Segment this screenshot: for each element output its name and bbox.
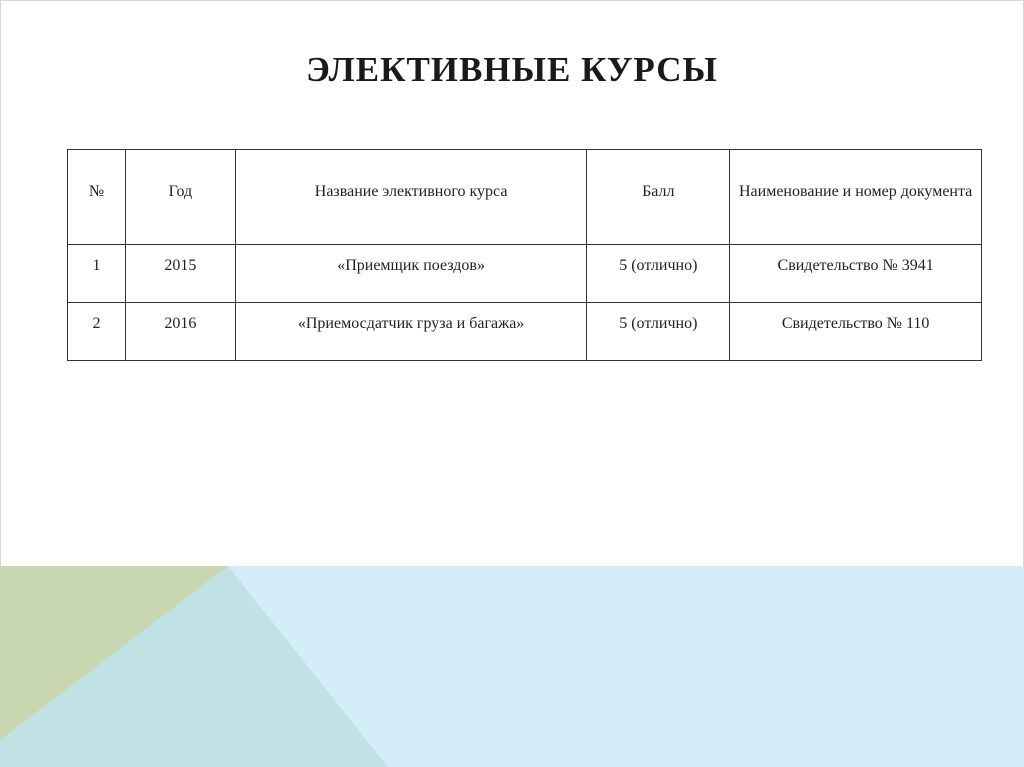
header-course-name: Название элективного курса [235, 150, 587, 245]
cell-course-name: «Приемосдатчик груза и багажа» [235, 303, 587, 361]
header-number: № [68, 150, 126, 245]
header-year: Год [125, 150, 235, 245]
table-header-row [68, 150, 982, 245]
table-row [68, 245, 982, 303]
courses-table [67, 149, 982, 361]
table-row [68, 303, 982, 361]
header-document: Наименование и номер документа [730, 150, 982, 245]
header-score: Балл [587, 150, 730, 245]
cell-document: Свидетельство № 110 [730, 303, 982, 361]
cell-number: 1 [68, 245, 126, 303]
cell-score: 5 (отлично) [587, 303, 730, 361]
cell-number: 2 [68, 303, 126, 361]
cell-year: 2015 [125, 245, 235, 303]
cell-score: 5 (отлично) [587, 245, 730, 303]
cell-course-name: «Приемщик поездов» [235, 245, 587, 303]
page-title: ЭЛЕКТИВНЫЕ КУРСЫ [306, 50, 718, 89]
cell-year: 2016 [125, 303, 235, 361]
cell-document: Свидетельство № 3941 [730, 245, 982, 303]
